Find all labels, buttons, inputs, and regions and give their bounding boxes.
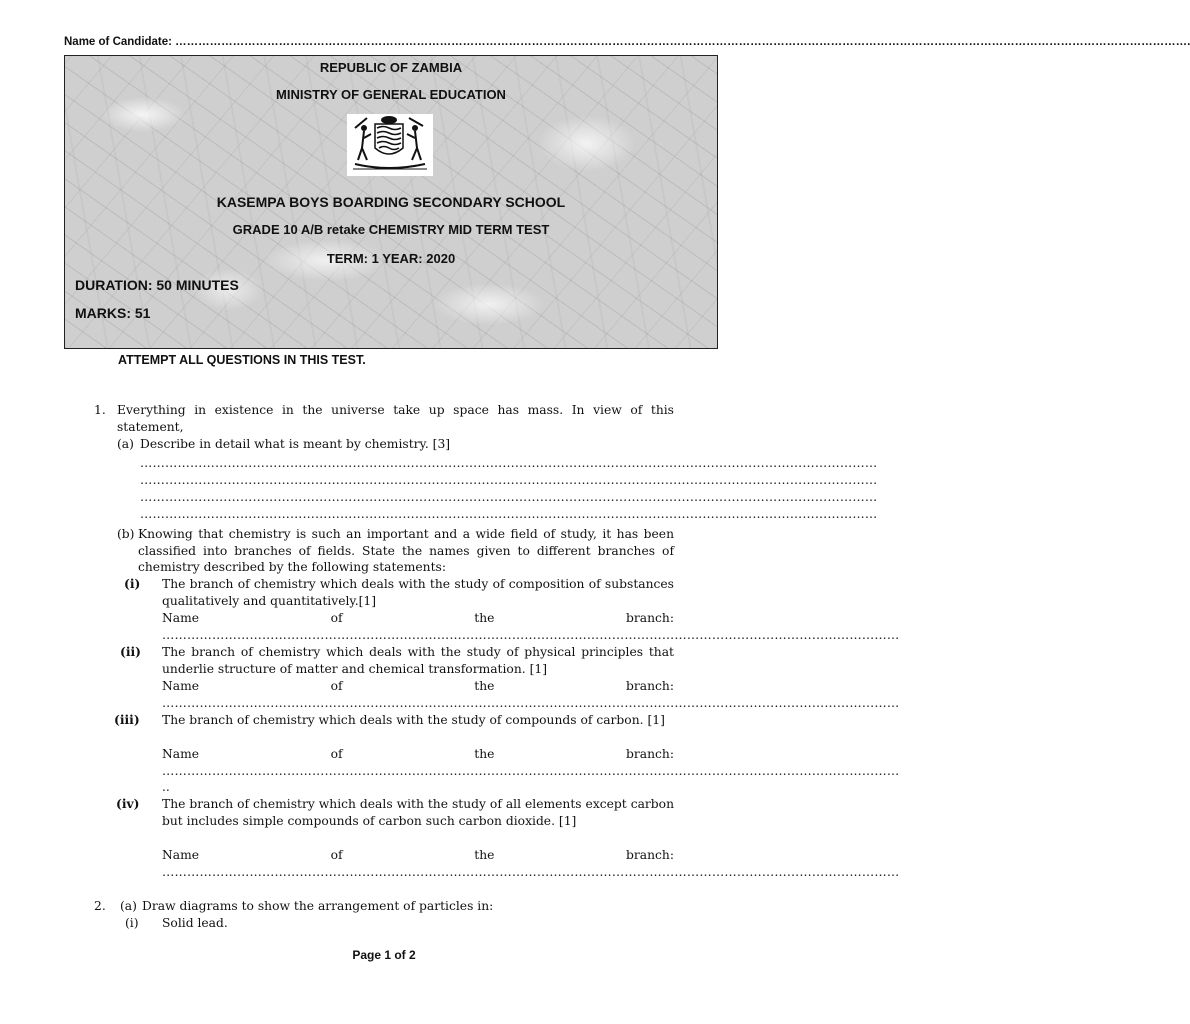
marks-label: MARKS: 51: [75, 305, 151, 321]
answer-line[interactable]: ……………………………………………………………………………………………………………………………………………………………: [140, 490, 878, 504]
q1b-label: (b): [117, 527, 135, 541]
q1b-i-text: The branch of chemistry which deals with the study of composition of substances qualitatively and quantitatively.[1]: [162, 577, 674, 608]
answer-line[interactable]: ……………………………………………………………………………………………………………………………………………………………: [162, 764, 900, 778]
q2a-i-text: Solid lead.: [162, 916, 228, 930]
q1b-iii-label: (iii): [114, 712, 140, 727]
q1b-ii-text: The branch of chemistry which deals with the study of physical principles that underlie structure of matter and chemical transformation. [1]: [162, 645, 674, 676]
term-year: TERM: 1 YEAR: 2020: [326, 251, 456, 266]
ministry-title: MINISTRY OF GENERAL EDUCATION: [276, 87, 506, 102]
answer-line[interactable]: ……………………………………………………………………………………………………………………………………………………………: [162, 628, 900, 642]
answer-line[interactable]: ……………………………………………………………………………………………………………………………………………………………: [162, 865, 900, 879]
branch-name-label: Name of the branch:: [162, 747, 674, 761]
q2-number: 2.: [94, 899, 106, 913]
q2a-text: Draw diagrams to show the arrangement of particles in:: [142, 899, 494, 913]
q1b-text: Knowing that chemistry is such an important and a wide field of study, it has been classified into branches of fields. State the names given to different branches of chemistry described by the following statements:: [138, 527, 674, 574]
q1b-iv-text: The branch of chemistry which deals with the study of all elements except carbon but includes simple compounds of carbon such carbon dioxide. [1]: [162, 797, 674, 828]
q2a-label: (a): [120, 899, 137, 913]
branch-name-label: Name of the branch:: [162, 848, 674, 862]
school-title: KASEMPA BOYS BOARDING SECONDARY SCHOOL: [216, 194, 566, 210]
q2a-i-label: (i): [125, 916, 139, 930]
page-number: Page 1 of 2: [352, 948, 416, 962]
test-title: GRADE 10 A/B retake CHEMISTRY MID TERM TEST: [232, 222, 550, 237]
q1b-ii-label: (ii): [120, 644, 141, 659]
q1-number: 1.: [94, 403, 106, 417]
q1b-iii-text: The branch of chemistry which deals with the study of compounds of carbon. [1]: [162, 713, 665, 727]
header-box: [64, 55, 718, 349]
answer-line[interactable]: ……………………………………………………………………………………………………………………………………………………………: [140, 507, 878, 521]
duration-label: DURATION: 50 MINUTES: [75, 277, 239, 293]
republic-title: REPUBLIC OF ZAMBIA: [319, 60, 463, 75]
q1b-iv-label: (iv): [116, 796, 140, 811]
coat-of-arms-icon: [347, 114, 433, 176]
answer-line[interactable]: ……………………………………………………………………………………………………………………………………………………………: [140, 473, 878, 487]
branch-name-label: Name of the branch:: [162, 611, 674, 625]
answer-line[interactable]: ……………………………………………………………………………………………………………………………………………………………: [162, 696, 900, 710]
answer-line-continuation: ..: [162, 780, 170, 794]
instruction-text: ATTEMPT ALL QUESTIONS IN THIS TEST.: [118, 353, 366, 367]
answer-line[interactable]: ……………………………………………………………………………………………………………………………………………………………: [140, 456, 878, 470]
branch-name-label: Name of the branch:: [162, 679, 674, 693]
q1a-text: Describe in detail what is meant by chemistry. [3]: [140, 437, 451, 451]
q1b-i-label: (i): [124, 576, 141, 591]
candidate-name-line[interactable]: Name of Candidate: ………………………………………………………………………………………………………………………………………………………………………………………………………………………………………….: [64, 36, 1190, 48]
q1-stem: Everything in existence in the universe take up space has mass. In view of this statement,: [117, 403, 674, 434]
q1a-label: (a): [117, 437, 134, 451]
